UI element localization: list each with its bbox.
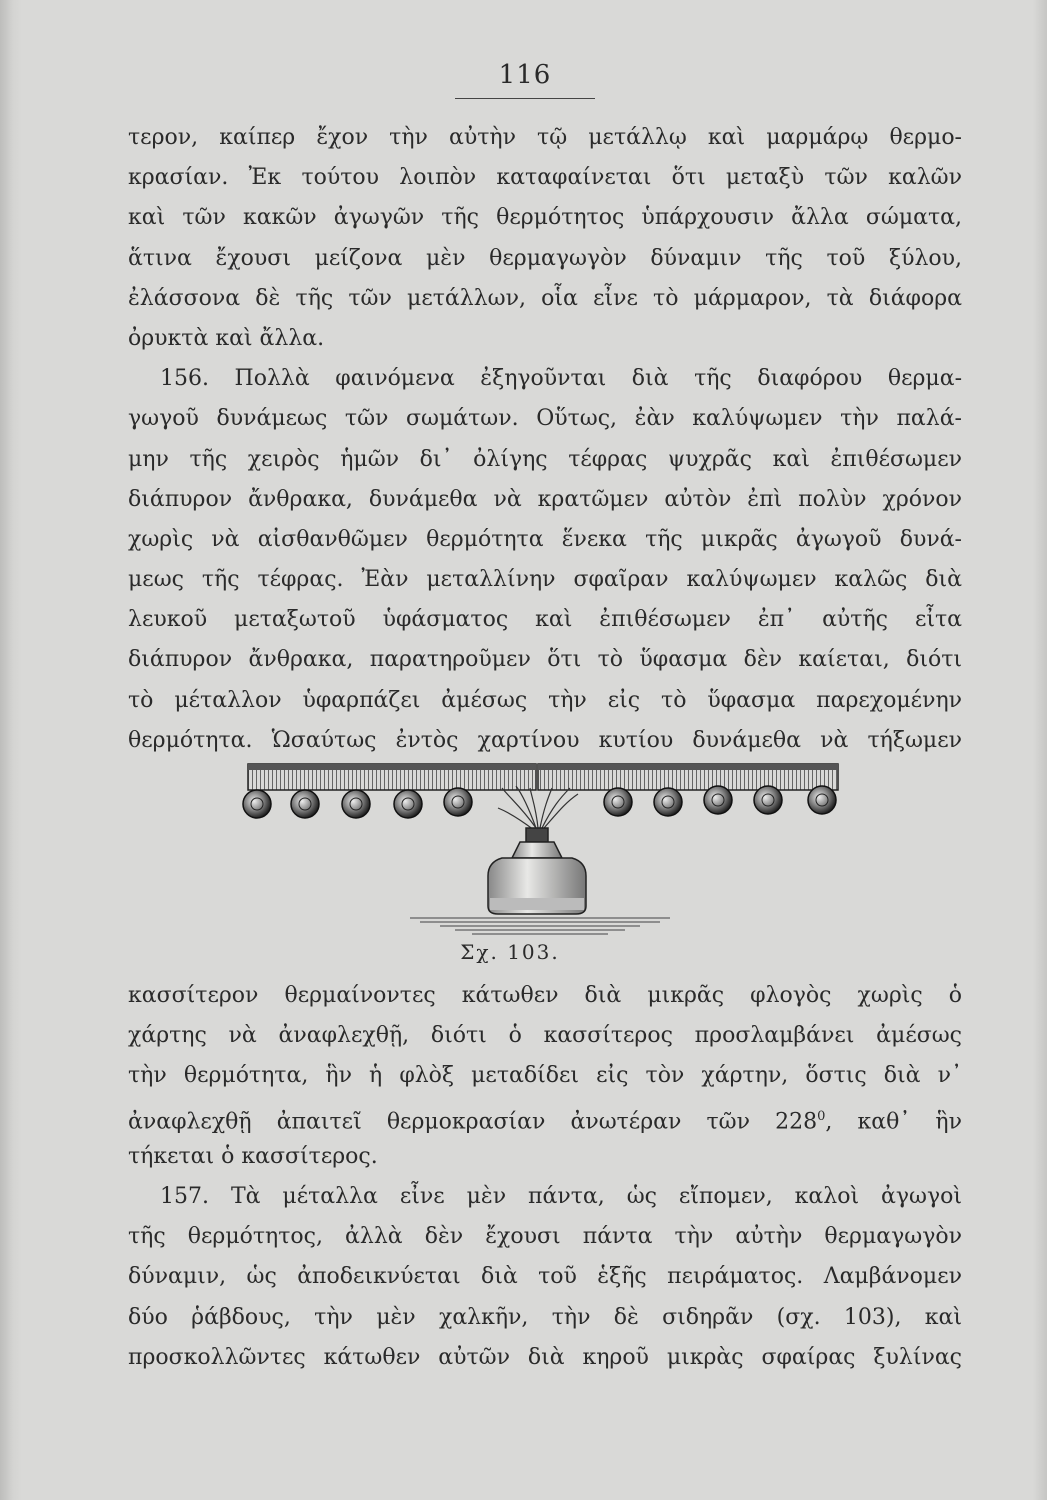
text-line: τήκεται ὁ κασσίτερος. (128, 1143, 378, 1169)
figure-103-illustration (240, 758, 846, 940)
figure-caption: Σχ. 103. (460, 940, 560, 964)
text-line: μεως τῆς τέφρας. Ἐὰν μεταλλίνην σφαῖραν καλύψωμεν καλῶς διὰ (128, 567, 962, 593)
text-line: λευκοῦ μεταξωτοῦ ὑφάσματος καὶ ἐπιθέσωμεν ἐπ᾿ αὐτῆς εἶτα (128, 607, 962, 633)
text-line: διάπυρον ἄνθρακα, δυνάμεθα νὰ κρατῶμεν αὐτὸν ἐπὶ πολὺν χρόνον (128, 486, 962, 512)
text-line: τὴν θερμότητα, ἣν ἡ φλὸξ μεταδίδει εἰς τὸν χάρτην, ὅστις διὰ ν᾿ (128, 1063, 962, 1089)
text-line: ἐλάσσονα δὲ τῆς τῶν μετάλλων, οἷα εἶνε τὸ μάρμαρον, τὰ διάφορα (128, 285, 962, 311)
text-line: χάρτης νὰ ἀναφλεχθῇ, διότι ὁ κασσίτερος προσλαμβάνει ἀμέσως (128, 1023, 962, 1049)
text-line: τῆς θερμότητος, ἀλλὰ δὲν ἔχουσι πάντα τὴν αὐτὴν θερμαγωγὸν (128, 1224, 962, 1250)
paragraph-157-start: 157. Τὰ μέταλλα εἶνε μὲν πάντα, ὡς εἴπομεν, καλοὶ ἀγωγοὶ (160, 1183, 962, 1209)
text-line: διάπυρον ἄνθρακα, παρατηροῦμεν ὅτι τὸ ὕφασμα δὲν καίεται, διότι (128, 647, 962, 673)
text-line: γωγοῦ δυνάμεως τῶν σωμάτων. Οὕτως, ἐὰν καλύψωμεν τὴν παλά- (128, 406, 962, 432)
text-line: τερον, καίπερ ἔχον τὴν αὐτὴν τῷ μετάλλῳ καὶ μαρμάρῳ θερμο- (128, 125, 962, 150)
text-line: δύναμιν, ὡς ἀποδεικνύεται διὰ τοῦ ἑξῆς πειράματος. Λαμβάνομεν (128, 1264, 962, 1290)
page-right-edge (1033, 0, 1047, 1500)
rods-and-lamp-drawing (240, 758, 846, 940)
paragraph-156-start: 156. Πολλὰ φαινόμενα ἐξηγοῦνται διὰ τῆς διαφόρου θερμα- (160, 366, 962, 392)
page-number-rule (455, 98, 595, 99)
page-binding-edge (0, 0, 22, 1500)
degree-superscript: 0 (817, 1108, 826, 1124)
flame-icon (498, 786, 578, 830)
text-line: τὸ μέταλλον ὑφαρπάζει ἀμέσως τὴν εἰς τὸ ὕφασμα παρεχομένην (128, 687, 962, 713)
degree-line-pre: ἀναφλεχθῇ ἀπαιτεῖ θερμοκρασίαν ἀνωτέραν τῶν 228 (128, 1108, 818, 1134)
text-line: χωρὶς νὰ αἰσθανθῶμεν θερμότητα ἕνεκα τῆς μικρᾶς ἀγωγοῦ δυνά- (128, 526, 962, 552)
page-number: 116 (498, 60, 552, 90)
text-line: καὶ τῶν κακῶν ἀγωγῶν τῆς θερμότητος ὑπάρχουσιν ἄλλα σώματα, (128, 205, 962, 231)
text-line-degree (128, 1097, 962, 1137)
text-block-1 (128, 118, 962, 761)
text-line: ἅτινα ἔχουσι μείζονα μὲν θερμαγωγὸν δύναμιν τῆς τοῦ ξύλου, (128, 245, 962, 271)
text-line: θερμότητα. Ὡσαύτως ἐντὸς χαρτίνου κυτίου δυνάμεθα νὰ τήξωμεν (128, 727, 962, 753)
text-line: κρασίαν. Ἐκ τούτου λοιπὸν καταφαίνεται ὅτι μεταξὺ τῶν καλῶν (128, 165, 962, 191)
text-line: προσκολλῶντες κάτωθεν αὐτῶν διὰ κηροῦ μικρὰς σφαίρας ξυλίνας (128, 1344, 962, 1370)
text-line: κασσίτερον θερμαίνοντες κάτωθεν διὰ μικρᾶς φλογὸς χωρὶς ὁ (128, 983, 962, 1008)
degree-line-post: , καθ᾿ ἣν (825, 1108, 962, 1134)
wax-balls (243, 786, 836, 818)
text-line: δύο ῥάβδους, τὴν μὲν χαλκῆν, τὴν δὲ σιδηρᾶν (σχ. 103), καὶ (128, 1304, 962, 1330)
table-surface (410, 918, 670, 934)
text-block-2 (128, 976, 962, 1378)
text-line: ὀρυκτὰ καὶ ἄλλα. (128, 325, 325, 351)
text-line: μην τῆς χειρὸς ἡμῶν δι᾿ ὀλίγης τέφρας ψυχρᾶς καὶ ἐπιθέσωμεν (128, 446, 962, 472)
spirit-lamp (488, 828, 586, 914)
